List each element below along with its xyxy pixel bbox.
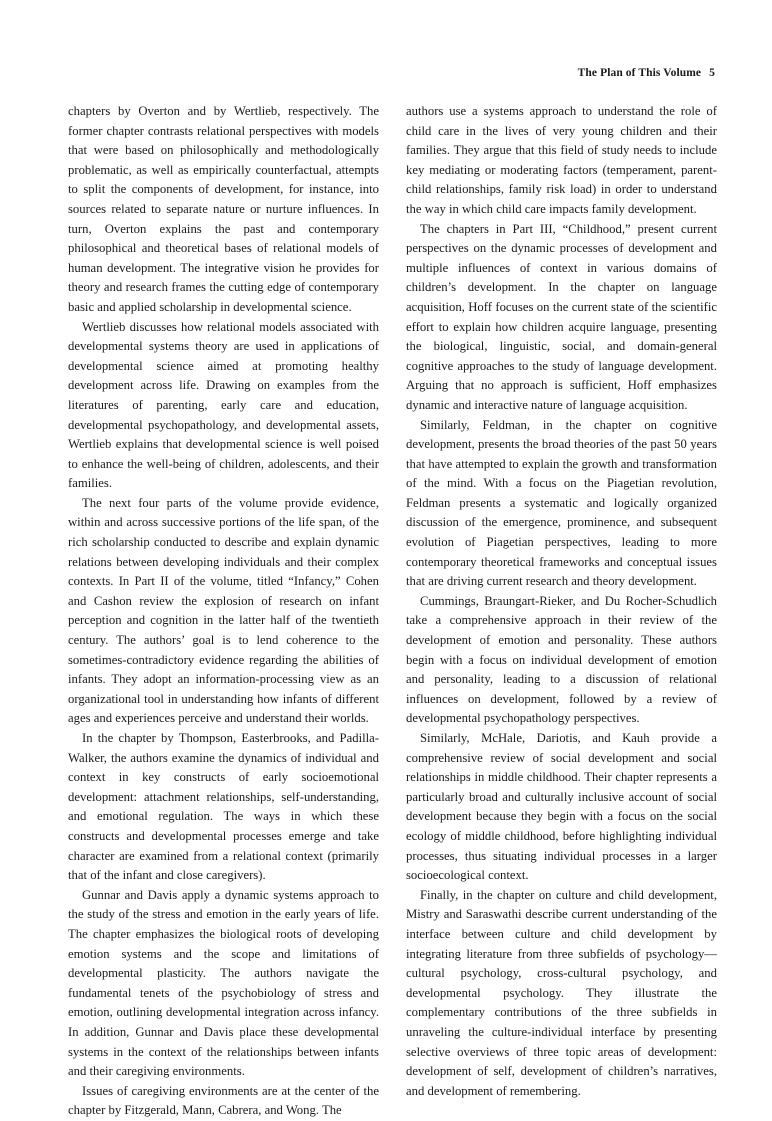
paragraph: Issues of caregiving environments are at the center of the chapter by Fitzgerald, Mann, Cabrera, and Wong. The [68, 1083, 379, 1118]
page-number: 5 [709, 67, 715, 79]
paragraph: Wertlieb discusses how relational models associated with developmental systems theory are used in applications of developmental science aimed at promoting healthy development across life. Drawing on examples from the literatures of parenting, early care and education, developmental psychopathology, and developmental assets, Wertlieb explains that developmental science is well poised to enhance the well-being of children, adolescents, and their families. [68, 319, 379, 491]
paragraph: chapters by Overton and by Wertlieb, respectively. The former chapter contrasts relational perspectives with models that were based on philosophically and methodologically problematic, as well as empirically counterfactual, attempts to split the components of development, for instance, into sources related to separate nature or nurture influences. In turn, Overton explains the past and contemporary philosophical and theoretical bases of relational models of human development. The integrative vision he provides for theory and research frames the cutting edge of contemporary basic and applied scholarship in developmental science. [68, 104, 379, 314]
paragraph: Gunnar and Davis apply a dynamic systems approach to the study of the stress and emotion in the early years of life. The chapter emphasizes the biological roots of developing emotion systems and the scope and limitations of developmental plasticity. The authors navigate the fundamental tenets of the psychobiology of stress and emotion, outlining developmental integration across infancy. In addition, Gunnar and Davis place these developmental systems in the context of the relationships between infants and their caregiving environments. [68, 887, 379, 1079]
paragraph: The chapters in Part III, “Childhood,” present current perspectives on the dynamic processes of development and multiple influences of context in various domains of children’s development. In the chapter on language acquisition, Hoff focuses on the current state of the scientific effort to explain how children acquire language, presenting the biological, linguistic, social, and domain-general cognitive approaches to the study of language development. Arguing that no approach is sufficient, Hoff emphasizes dynamic and interactive nature of language acquisition. [406, 221, 717, 412]
left-column [68, 102, 379, 1121]
paragraph: In the chapter by Thompson, Easterbrooks, and Padilla-Walker, the authors examine the dynamics of individual and context in key constructs of early socioemotional development: attachment relationships, self-understanding, and emotional regulation. The ways in which these constructs and developmental processes emerge and take character are examined from a relational context (primarily that of the infant and close caregivers). [68, 731, 379, 883]
running-head [578, 67, 715, 79]
paragraph: Similarly, McHale, Dariotis, and Kauh provide a comprehensive review of social development and social relationships in middle childhood. Their chapter represents a particularly broad and culturally inclusive account of social development because they begin with a focus on the social ecology of middle childhood, before highlighting individual processes, thus situating individual processes in a larger socioecological context. [406, 731, 717, 883]
right-column [406, 102, 717, 1101]
running-head-title: The Plan of This Volume [577, 67, 702, 79]
paragraph: Similarly, Feldman, in the chapter on cognitive development, presents the broad theories of the past 50 years that have attempted to explain the growth and transformation of the mind. With a focus on the Piagetian revolution, Feldman presents a systematic and logically organized discussion of the emergence, prominence, and subsequent evolution of Piagetian perspectives, leading to more contemporary theoretical frameworks and conceptual issues that are driving current research and theory development. [406, 417, 717, 589]
paragraph: The next four parts of the volume provide evidence, within and across successive portions of the life span, of the rich scholarship conducted to describe and explain dynamic relations between developing individuals and their complex contexts. In Part II of the volume, titled “Infancy,” Cohen and Cashon review the explosion of research on infant perception and cognition in the latter half of the twentieth century. The authors’ goal is to lend coherence to the sometimes-contradictory evidence regarding the abilities of infants. They adopt an information-processing view as an organizational tool in understanding how infants of different ages and experiences perceive and understand their worlds. [68, 495, 379, 726]
paragraph: Cummings, Braungart-Rieker, and Du Rocher-Schudlich take a comprehensive approach in their review of the development of emotion and personality. These authors begin with a focus on individual development of emotion and personality, leading to a discussion of relational influences on development, followed by a review of developmental psychopathology perspectives. [406, 593, 717, 726]
paragraph: Finally, in the chapter on culture and child development, Mistry and Saraswathi describe current understanding of the interface between culture and child development by integrating literature from three subfields of psychology—cultural psychology, cross-cultural psychology, and developmental psychology. They illustrate the complementary contributions of the three subfields in unraveling the culture-individual interface by presenting selective overviews of three topic areas of development: development of self, development of children’s narratives, and development of remembering. [406, 887, 717, 1098]
paragraph: authors use a systems approach to understand the role of child care in the lives of very young children and their families. They argue that this field of study needs to include key mediating or moderating factors (temperament, parent-child relationships, family risk load) in order to understand the way in which child care impacts family development. [406, 104, 717, 216]
